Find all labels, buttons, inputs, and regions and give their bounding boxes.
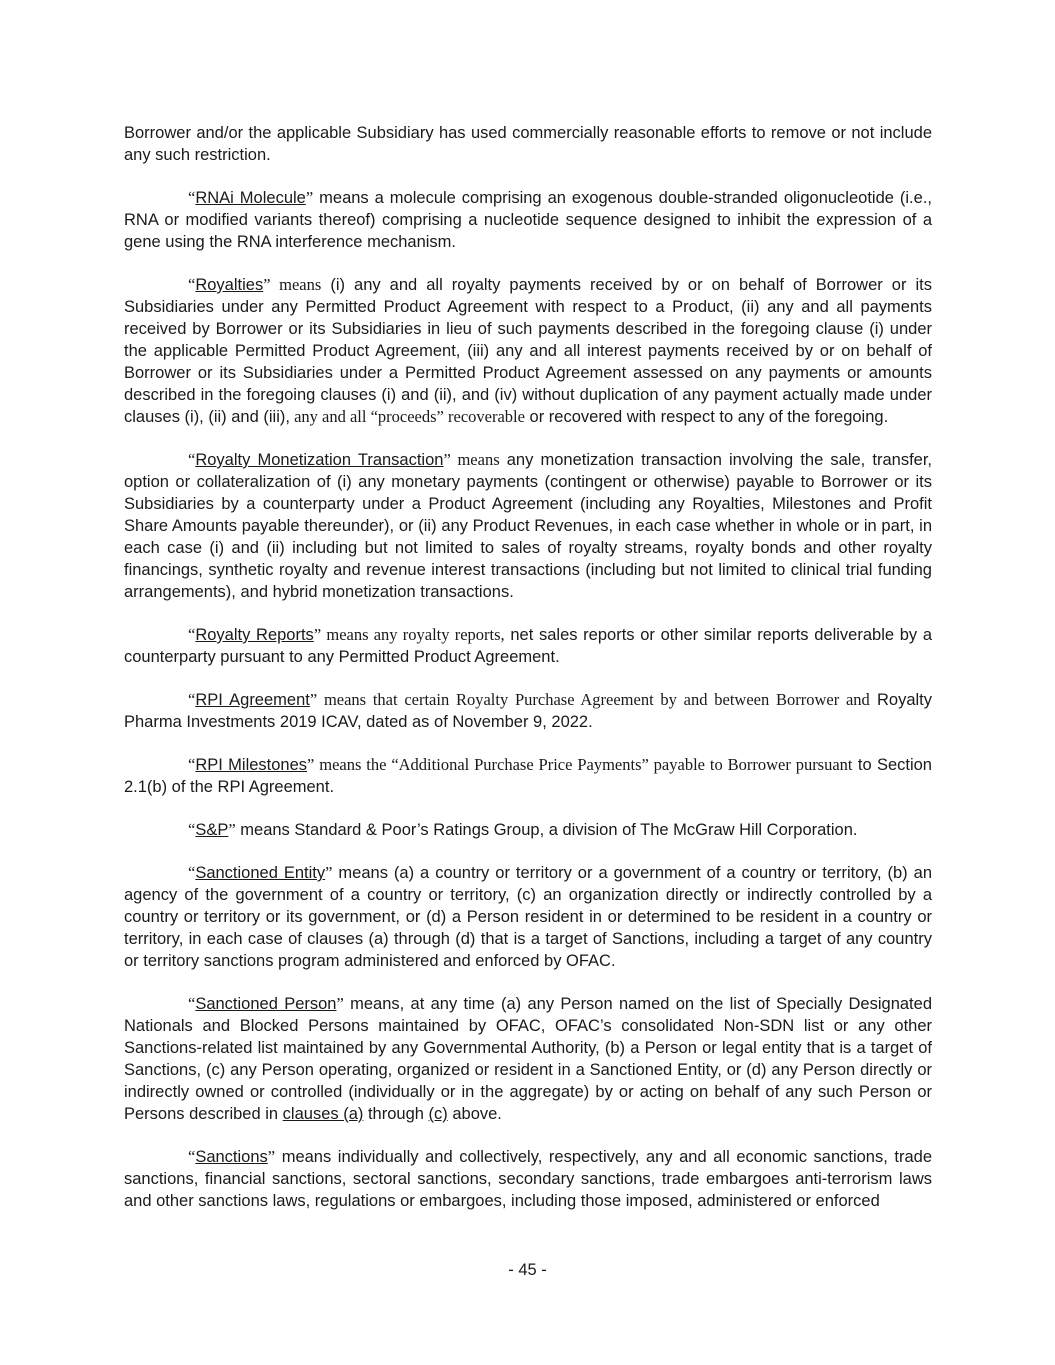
means-word: means [270,275,322,294]
definition-royalties [124,274,932,428]
definition-sanctioned-entity [124,862,932,972]
defined-term: RNAi Molecule [195,189,306,207]
definition-text: to Section 2.1(b) of the RPI Agreement. [124,756,932,796]
close-quote: ” [267,1147,276,1166]
close-quote: ” [228,820,236,839]
page-number: - 45 - [508,1261,547,1279]
close-quote: ” [313,625,322,644]
definition-s-and-p [124,819,932,841]
definition-rpi-milestones [124,754,932,798]
defined-term: Sanctions [195,1148,268,1166]
close-quote: ” [307,755,315,774]
defined-term: Sanctioned Entity [195,864,326,882]
defined-term: Royalties [195,276,264,294]
open-quote: “ [188,820,196,839]
definition-text: means (a) a country or territory or a government of a country or territory, (b) an agency of the government of a country or territory, (c) an organization directly or indirectly controlled by a country or territory or its government, or (d) a Person resident in or determined to be resident in a country or territory, in each case of clauses (a) through (d) that is a target of Sanctions, including a target of any country or territory sanctions program administered and enforced by OFAC. [124,864,932,970]
defined-term: S&P [195,821,229,839]
paragraph-continuation [124,122,932,166]
definition-serif-text: any and all “proceeds” recoverable [289,407,525,426]
document-page [124,122,932,1233]
definition-serif-text: means any royalty reports, [321,625,505,644]
defined-term: Sanctioned Person [195,995,337,1013]
close-quote: ” [325,863,333,882]
open-quote: “ [188,1147,196,1166]
open-quote: “ [188,690,196,709]
definition-serif-text: means that certain Royalty Purchase Agreement by and between Borrower and [317,690,870,709]
close-quote: ” [305,188,314,207]
definition-rpi-agreement [124,689,932,733]
means-word: means [450,450,500,469]
definition-text: means individually and collectively, respectively, any and all economic sanctions, trade sanctions, financial sanctions, sectoral sanctions, secondary sanctions, trade embargoes anti-terrorism laws and other sanctions laws, regulations or embargoes, including those imposed, administered or enforced [124,1148,932,1210]
open-quote: “ [188,450,196,469]
close-quote: ” [443,450,451,469]
definition-text: Royalty Pharma Investments 2019 ICAV, dated as of November 9, 2022. [124,691,933,731]
through-word: through [363,1105,429,1123]
close-quote: ” [336,994,344,1013]
definition-royalty-reports [124,624,932,668]
open-quote: “ [188,188,196,207]
open-quote: “ [188,863,196,882]
close-quote: ” [263,275,271,294]
defined-term: Royalty Monetization Transaction [195,451,444,469]
definition-text-end: above. [447,1105,502,1123]
definition-text-end: or recovered with respect to any of the foregoing. [524,408,889,426]
defined-term: RPI Agreement [195,691,310,709]
definition-text: means, at any time (a) any Person named on the list of Specially Designated Nationals and Blocked Persons maintained by OFAC, OFAC’s consolidated Non-SDN list or any other Sanctions-related list maintained by any Governmental Authority, (b) a Person or legal entity that is a target of Sanctions, (c) any Person operating, organized or resident in a Sanctioned Entity, or (d) any Person directly or indirectly owned or controlled (individually or in the aggregate) by or acting on behalf of any such Person or Persons described in [124,995,932,1123]
definition-text: (i) any and all royalty payments received by or on behalf of Borrower or its Subsidiaries under any Permitted Product Agreement with respect to a Product, (ii) any and all payments received by Borrower or its Subsidiaries in lieu of such payments described in the foregoing clause (i) under the applicable Permitted Product Agreement, (iii) any and all interest payments received by or on behalf of Borrower or its Subsidiaries under a Permitted Product Agreement assessed on any payments or amounts described in the foregoing clauses (i) and (ii), and (iv) without duplication of any payment actually made under clauses (i), (ii) and (iii), [124,276,932,426]
definition-sanctions [124,1146,932,1212]
open-quote: “ [188,275,196,294]
definition-royalty-monetization-transaction [124,449,932,603]
definition-text: any monetization transaction involving the sale, transfer, option or collateralization of (i) any monetary payments (contingent or otherwise) payable to Borrower or its Subsidiaries by a counterparty under a Product Agreement (including any Royalties, Milestones and Profit Share Amounts payable thereunder), or (ii) any Product Revenues, in each case whether in whole or in part, in each case (i) and (ii) including but not limited to sales of royalty streams, royalty bonds and other royalty financings, synthetic royalty and revenue interest transactions (including but not limited to clinical trial funding arrangements), and hybrid monetization transactions. [124,451,933,601]
open-quote: “ [188,755,196,774]
open-quote: “ [188,625,196,644]
definition-rnai-molecule [124,187,932,253]
definition-text: means Standard & Poor’s Ratings Group, a division of The McGraw Hill Corporation. [235,821,858,839]
open-quote: “ [188,994,196,1013]
close-quote: ” [309,690,318,709]
definition-sanctioned-person [124,993,932,1125]
defined-term: Royalty Reports [195,626,314,644]
definition-text: net sales reports or other similar reports deliverable by a counterparty pursuant to any Permitted Product Agreement. [124,626,932,666]
clause-reference-a: clauses (a) [282,1105,364,1123]
defined-term: RPI Milestones [195,756,308,774]
definition-text: means a molecule comprising an exogenous double-stranded oligonucleotide (i.e., RNA or modified variants thereof) comprising a nucleotide sequence designed to inhibit the expression of a gene using the RNA interference mechanism. [124,189,932,251]
definition-serif-text: means the “Additional Purchase Price Payments” payable to Borrower pursuant [314,755,853,774]
paragraph-text: Borrower and/or the applicable Subsidiary has used commercially reasonable efforts to remove or not include any such restriction. [124,124,932,164]
clause-reference-c: (c) [428,1105,448,1123]
